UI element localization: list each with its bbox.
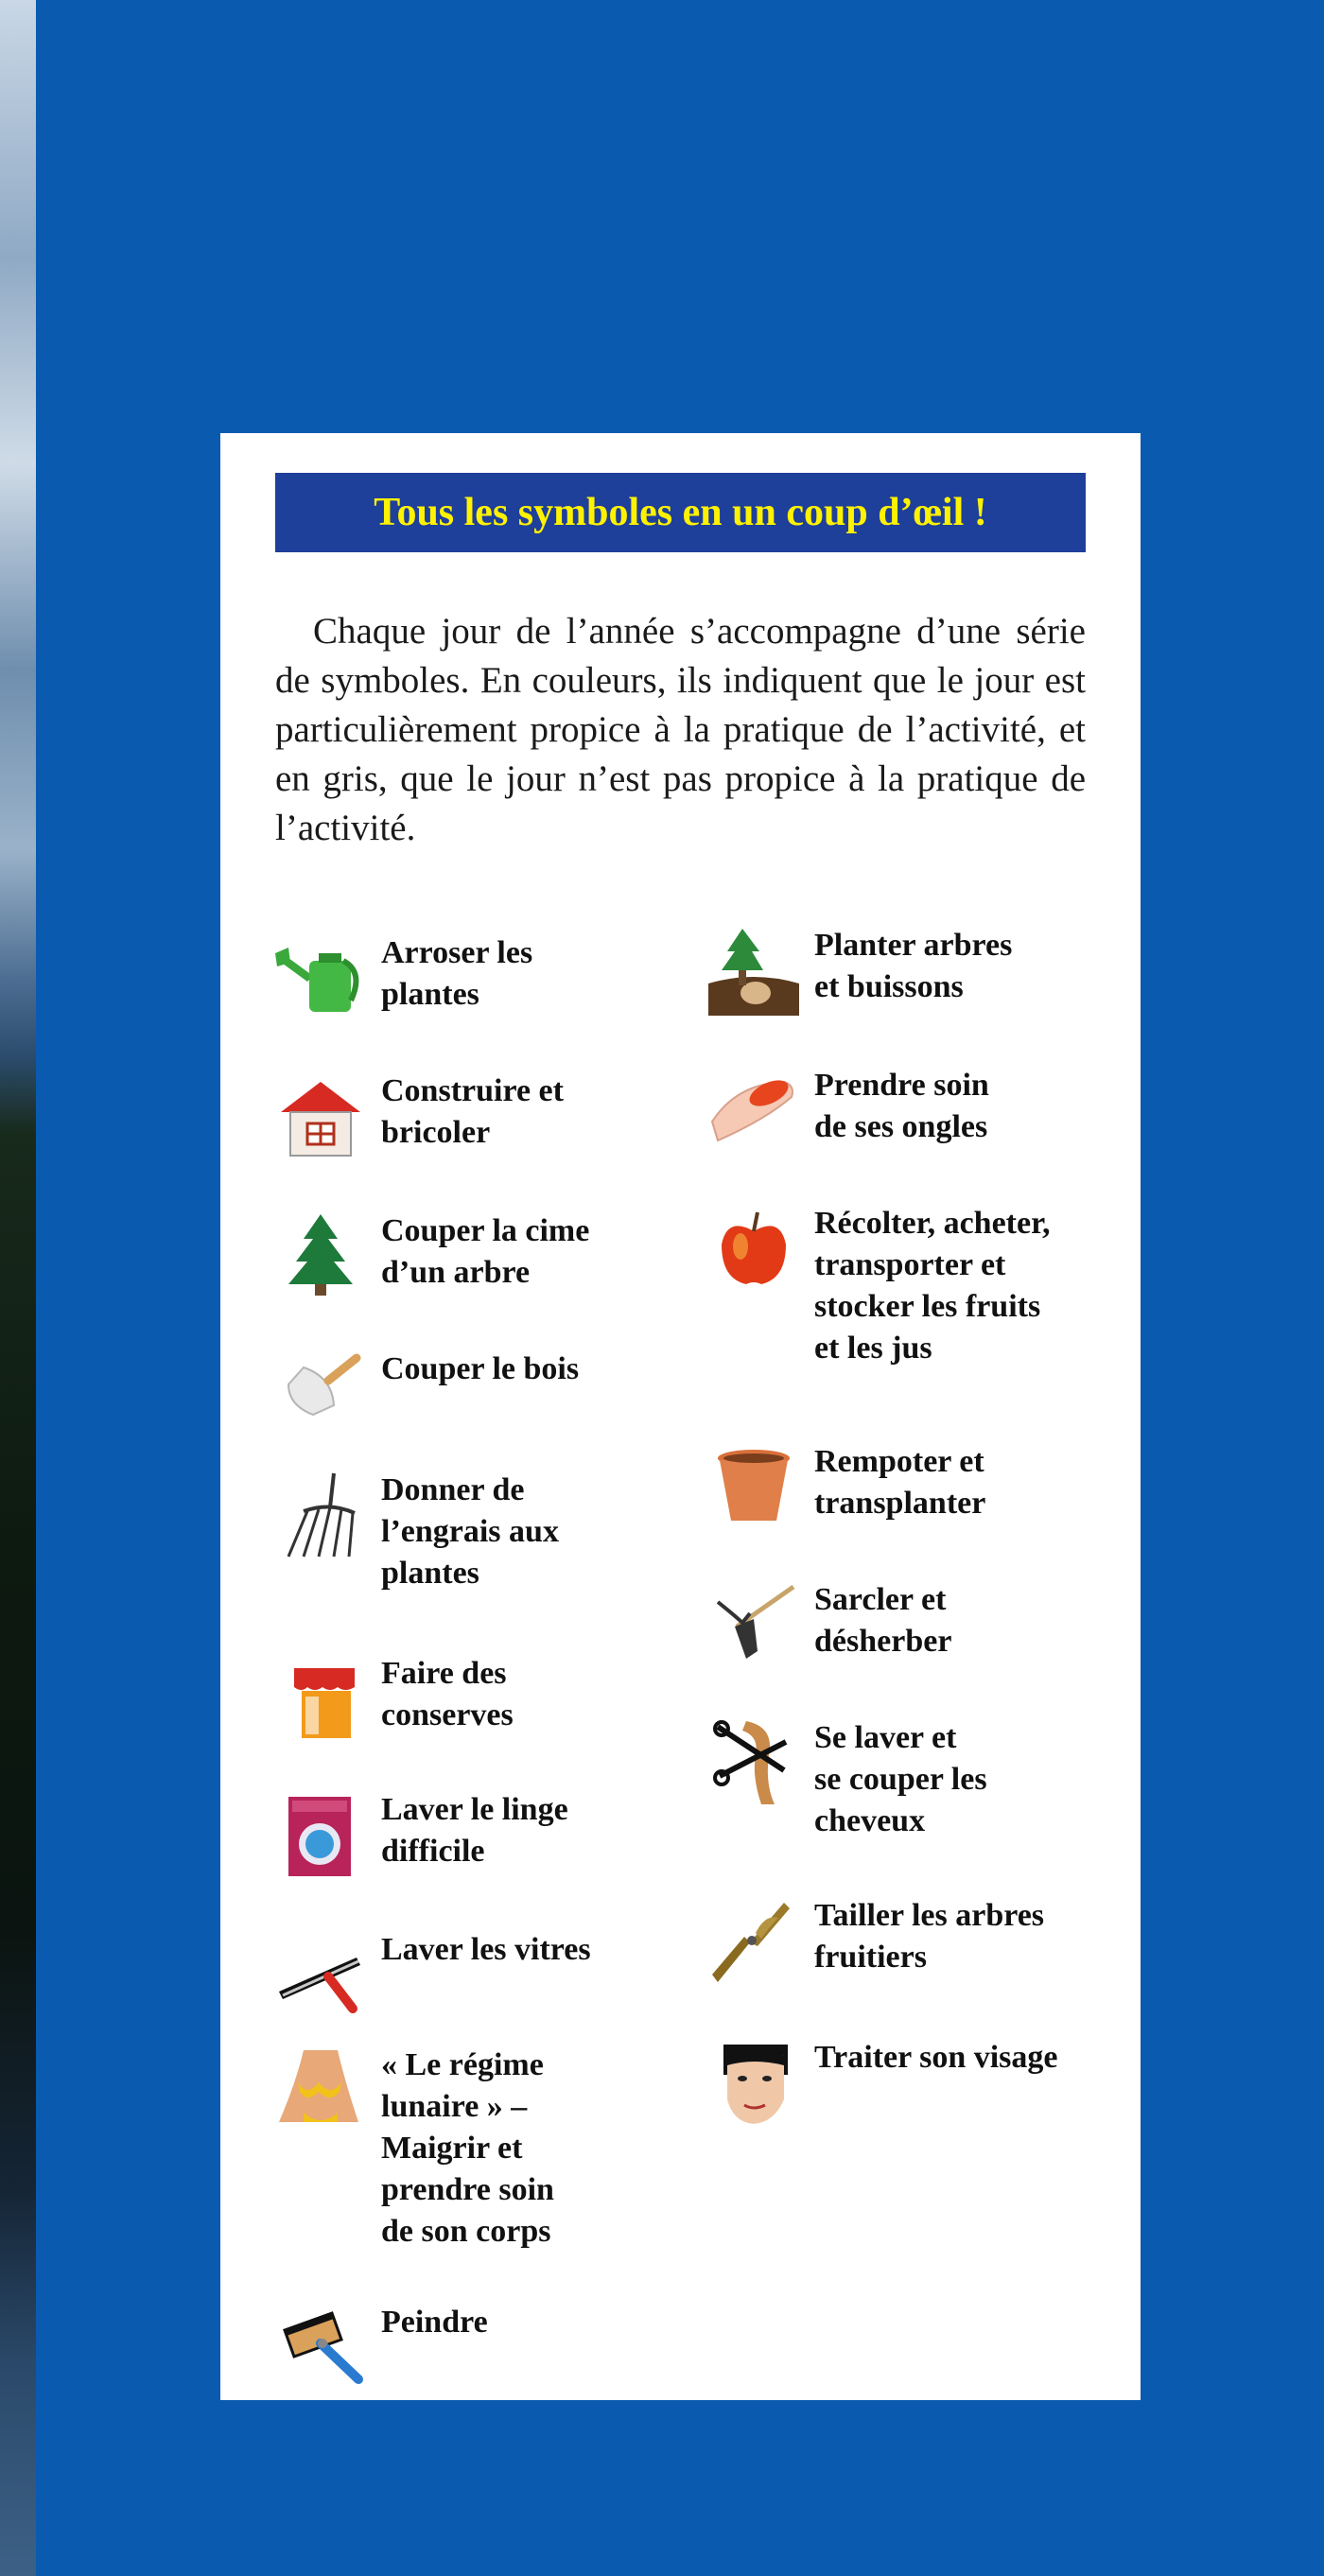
legend-label: Donner de l’engrais aux plantes [381,1472,559,1591]
legend-label: Construire et bricoler [381,1073,564,1150]
legend-label: Rempoter et transplanter [814,1444,986,1521]
legend-label: Laver les vitres [381,1932,591,1967]
legend-label: « Le régime lunaire » – Maigrir et prendre soin de son corps [381,2047,554,2249]
legend-label: Couper le bois [381,1351,580,1386]
paint-brush-icon [275,2302,366,2393]
scissors-hair-icon [708,1717,799,1808]
apple-icon [708,1203,799,1294]
body-icon [275,2045,366,2135]
hoe-icon [708,1579,799,1670]
legend-label: Sarcler et désherber [814,1582,952,1659]
page-title: Tous les symboles en un coup d’œil ! [374,491,987,534]
jar-icon [275,1653,366,1744]
fir-tree-icon [275,1210,366,1301]
legend-label: Se laver et se couper les cheveux [814,1720,987,1838]
legend-label: Couper la cime d’un arbre [381,1213,590,1290]
legend-label: Planter arbres et buissons [814,928,1013,1004]
house-icon [275,1070,366,1161]
washing-machine-icon [275,1789,366,1880]
mountain-photo-strip [0,0,36,2576]
symbols-card [220,433,1141,2400]
fingernail-icon [708,1065,799,1156]
flower-pot-icon [708,1441,799,1532]
legend-label: Récolter, acheter, transporter et stocker les fruits et les jus [814,1206,1051,1366]
legend-label: Peindre [381,2305,488,2340]
title-bar [275,473,1086,552]
legend-label: Arroser les plantes [381,935,533,1012]
axe-icon [275,1349,366,1439]
legend-label: Prendre soin de ses ongles [814,1068,989,1144]
legend-label: Tailler les arbres fruitiers [814,1898,1045,1975]
legend-label: Faire des conserves [381,1656,514,1732]
pruning-shears-icon [708,1895,799,1986]
intro-paragraph: Chaque jour de l’année s’accompagne d’une série de symboles. En couleurs, ils indiquent que le jour est particulièrement propice à la pratique de l’activité, et en gris, que le jour n’est pas propice à la pratique de l’activité. [275,611,1086,848]
legend-label: Traiter son visage [814,2040,1058,2075]
legend-label: Laver le linge difficile [381,1792,568,1869]
watering-can-icon [275,932,366,1023]
pitchfork-icon [275,1470,366,1560]
planting-tree-icon [708,925,799,1016]
squeegee-icon [275,1929,366,2020]
face-icon [708,2037,799,2128]
